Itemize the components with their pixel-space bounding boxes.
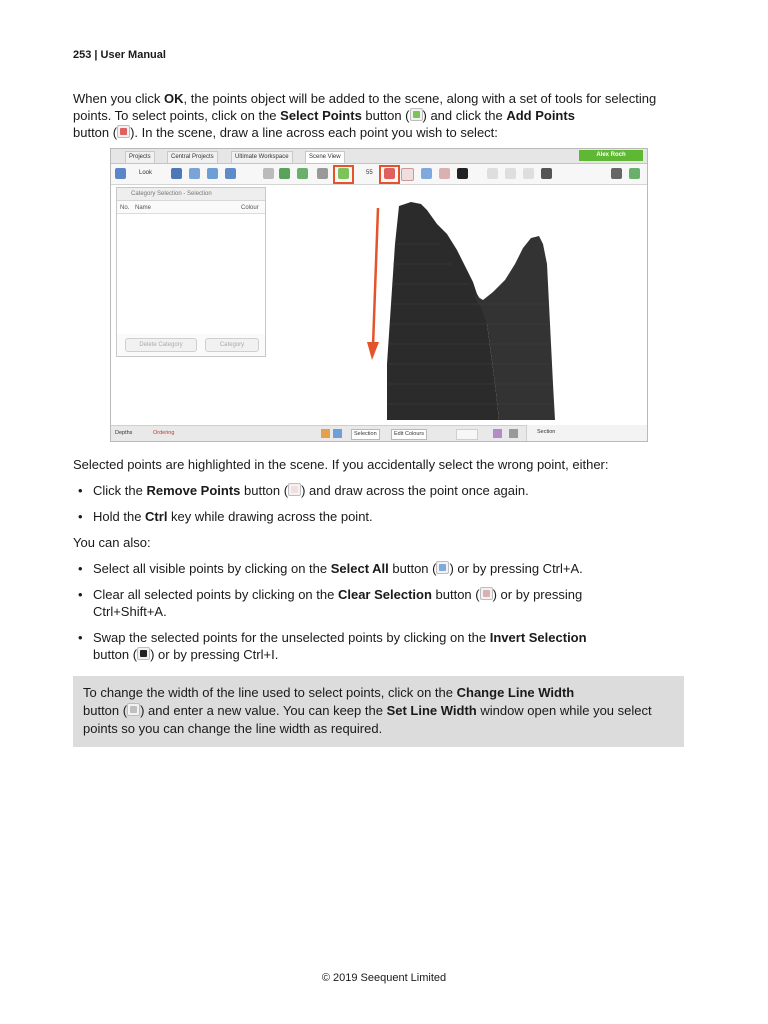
select-all-icon (436, 561, 449, 574)
status-icon (321, 429, 330, 438)
bullet-text (93, 482, 673, 499)
slice-icon[interactable] (189, 168, 200, 179)
intro-text: button ( (361, 108, 410, 123)
section-icon[interactable] (207, 168, 218, 179)
page-header: 253 | User Manual (73, 49, 166, 61)
view-icon[interactable] (225, 168, 236, 179)
text-run: Swap the selected points for the unselected points by clicking on the (93, 630, 490, 645)
text-run: Ctrl+Shift+A. (93, 604, 167, 619)
intro-text: When you click (73, 91, 165, 106)
col-name: Name (135, 205, 152, 211)
text-run: button ( (93, 647, 138, 662)
status-icon (509, 429, 518, 438)
clear-selection-term: Clear Selection (337, 587, 432, 602)
panel-title: Category Selection - Selection (117, 188, 265, 201)
close-tool-icon[interactable] (541, 168, 552, 179)
status-bar (111, 425, 526, 442)
invert-selection-term: Invert Selection (489, 630, 587, 645)
text-run: Clear all selected points by clicking on the (93, 587, 338, 602)
col-colour: Colour (241, 205, 259, 211)
disabled-tool-icon[interactable] (487, 168, 498, 179)
category-dropdown[interactable]: Category (205, 338, 259, 352)
invert-selection-icon (137, 647, 150, 660)
bullet-text (93, 560, 673, 577)
bullet-dot: • (78, 630, 83, 645)
intro-paragraph (73, 90, 688, 141)
text-run: key while drawing across the point. (167, 509, 373, 524)
draw-icon[interactable] (297, 168, 308, 179)
intro-text: ). In the scene, draw a line across each point you wish to select: (130, 125, 498, 140)
ctrl-term: Ctrl (145, 509, 168, 524)
text-run: button ( (431, 587, 480, 602)
text-run: ) and draw across the point once again. (301, 483, 529, 498)
status-flag: Ordering (153, 430, 175, 436)
also-paragraph: You can also: (73, 535, 151, 550)
status-slider[interactable] (456, 429, 478, 440)
change-line-width-icon (127, 703, 140, 716)
select-points-icon (410, 108, 423, 121)
text-run: ) and enter a new value. You can keep the (140, 703, 387, 718)
pencil-icon[interactable] (279, 168, 290, 179)
selected-paragraph: Selected points are highlighted in the scene. If you accidentally select the wrong point, either: (73, 457, 609, 472)
tab-ultimate-workspace[interactable]: Ultimate Workspace (231, 151, 293, 163)
clear-selection-button[interactable] (439, 168, 450, 179)
select-points-button[interactable] (338, 168, 349, 179)
select-all-term: Select All (330, 561, 389, 576)
ok-term: OK (164, 91, 184, 106)
col-no: No. (120, 205, 130, 211)
clear-selection-icon (480, 587, 493, 600)
bullet-text (93, 586, 673, 620)
add-points-icon (117, 125, 130, 138)
bullet-dot: • (78, 561, 83, 576)
add-points-button[interactable] (384, 168, 395, 179)
intro-text: , the points object will be added to the scene, along with a set of tools for selecting points. To select points, click on the (73, 91, 657, 123)
scene-legend (526, 425, 648, 441)
tab-scene-view[interactable]: Scene View (305, 151, 345, 163)
bullet-text (93, 629, 673, 663)
user-button[interactable]: Alex Roch (579, 150, 643, 161)
status-icon (493, 429, 502, 438)
change-line-width-term: Change Line Width (456, 685, 575, 700)
text-run: button ( (83, 703, 128, 718)
invert-selection-button[interactable] (457, 168, 468, 179)
tab-projects[interactable]: Projects (125, 151, 155, 163)
note-text (83, 684, 678, 738)
text-run: Click the (93, 483, 147, 498)
remove-points-term: Remove Points (146, 483, 241, 498)
link-icon[interactable] (115, 168, 126, 179)
intro-text: ) and click the (422, 108, 507, 123)
note-box (73, 676, 684, 747)
tab-bar (111, 149, 647, 164)
text-run: ) or by pressing Ctrl+A. (449, 561, 583, 576)
text-run: button ( (240, 483, 289, 498)
selection-line (373, 208, 378, 346)
add-points-term: Add Points (506, 108, 575, 123)
bullet-text (93, 508, 673, 525)
text-run: Hold the (93, 509, 146, 524)
camera-icon[interactable] (611, 168, 622, 179)
scene-canvas[interactable] (111, 184, 647, 425)
delete-category-button[interactable]: Delete Category (125, 338, 197, 352)
select-all-button[interactable] (421, 168, 432, 179)
axes-icon[interactable] (171, 168, 182, 179)
tab-central-projects[interactable]: Central Projects (167, 151, 218, 163)
text-run: ) or by pressing Ctrl+I. (150, 647, 279, 662)
line-icon[interactable] (317, 168, 328, 179)
export-icon[interactable] (629, 168, 640, 179)
scene-toolbar (111, 164, 647, 185)
bullet-dot: • (78, 509, 83, 524)
look-dropdown[interactable]: Look (139, 170, 153, 176)
set-line-width-term: Set Line Width (386, 703, 477, 718)
line-width-value[interactable]: 55 (366, 170, 373, 176)
text-run: To change the width of the line used to select points, click on the (83, 685, 457, 700)
remove-points-icon (288, 483, 301, 496)
intro-text: button ( (73, 125, 118, 140)
disabled-tool-icon[interactable] (505, 168, 516, 179)
page-footer: © 2019 Seequent Limited (321, 972, 447, 984)
pointer-icon[interactable] (263, 168, 274, 179)
remove-points-button[interactable] (401, 168, 414, 181)
status-selection[interactable]: Selection (351, 429, 380, 440)
select-points-term: Select Points (280, 108, 362, 123)
text-run: Select all visible points by clicking on the (93, 561, 331, 576)
scene-view-screenshot (110, 148, 648, 442)
bullet-dot: • (78, 483, 83, 498)
status-icon (333, 429, 342, 438)
text-run: ) or by pressing (492, 587, 583, 602)
disabled-tool-icon[interactable] (523, 168, 534, 179)
status-edit-colours[interactable]: Edit Colours (391, 429, 427, 440)
bullet-dot: • (78, 587, 83, 602)
selection-arrowhead (367, 342, 379, 360)
text-run: button ( (388, 561, 437, 576)
status-depths: Depths (115, 430, 133, 436)
text-run: window open while you select points so you can change the line width as required. (83, 703, 652, 736)
scene-legend-label: Section (537, 429, 556, 435)
